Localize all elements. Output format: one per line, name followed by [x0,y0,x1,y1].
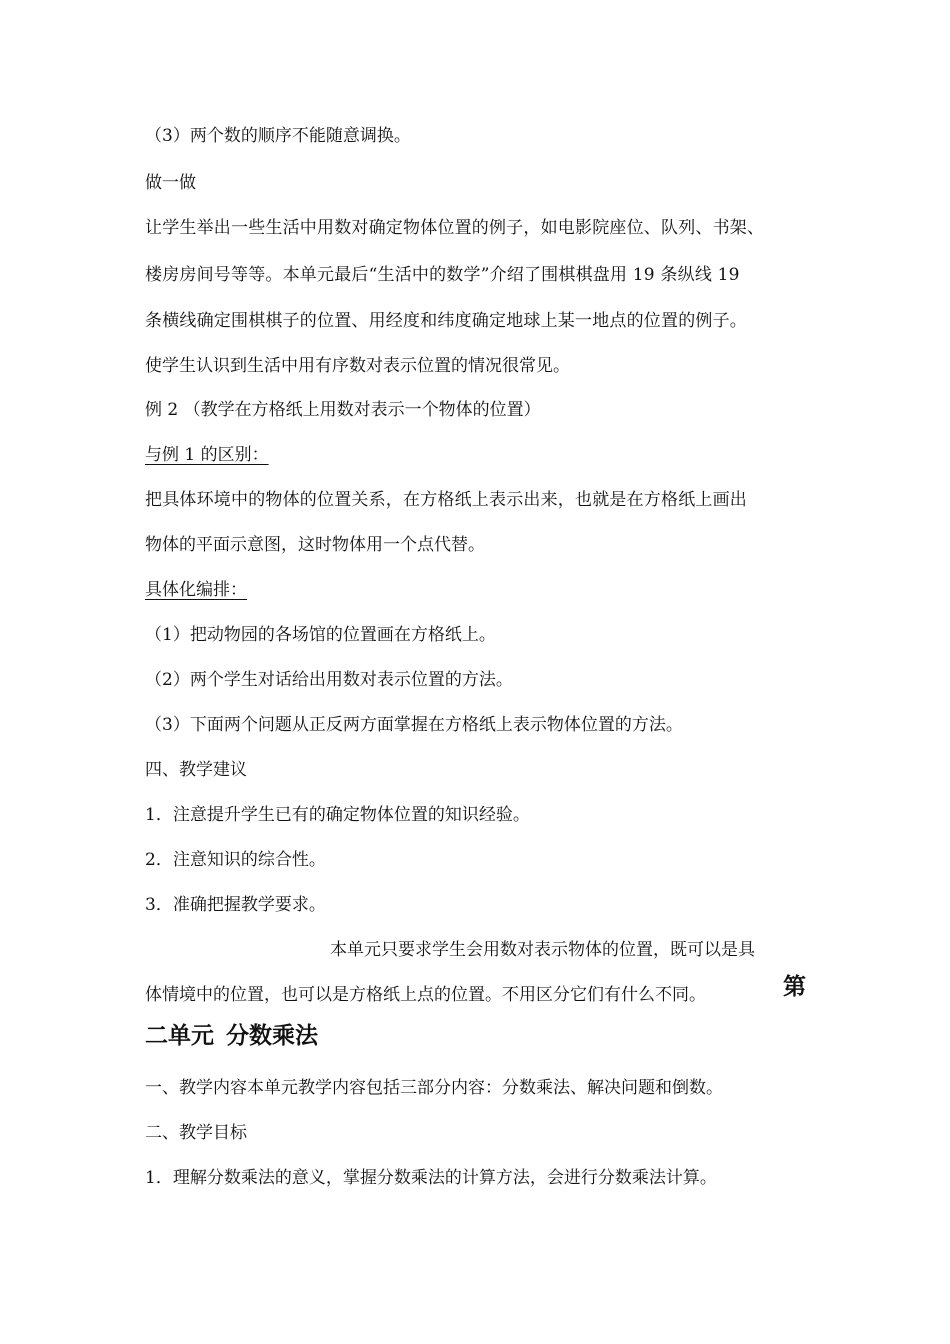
list-item: 2．注意知识的综合性。 [145,850,326,870]
list-item: （3）下面两个问题从正反两方面掌握在方格纸上表示物体位置的方法。 [145,715,683,735]
list-item: 1．理解分数乘法的意义，掌握分数乘法的计算方法，会进行分数乘法计算。 [145,1168,717,1188]
unit-heading [145,1022,318,1050]
paragraph-line: 使学生认识到生活中用有序数对表示位置的情况很常见。 [145,356,570,376]
underlined-label-wrap [145,579,810,601]
paragraph-line: 让学生举出一些生活中用数对确定物体位置的例子，如电影院座位、队列、书架、 [145,218,765,238]
unit-heading-char: 第 [783,974,806,1000]
underlined-label-difference: 与例 1 的区别： [145,445,269,465]
list-item: （1）把动物园的各场馆的位置画在方格纸上。 [145,625,496,645]
paragraph-line: 一、教学内容本单元教学内容包括三部分内容：分数乘法、解决问题和倒数。 [145,1078,723,1098]
paragraph-line: 条横线确定围棋棋子的位置、用经度和纬度确定地球上某一地点的位置的例子。 [145,311,747,331]
section-heading: 二、教学目标 [145,1123,247,1143]
section-heading: 四、教学建议 [145,760,247,780]
paragraph-line: 楼房房间号等等。本单元最后“生活中的数学”介绍了围棋棋盘用 19 条纵线 19 [145,265,740,285]
underlined-label-arrangement: 具体化编排： [145,580,247,600]
list-item-3-order: （3）两个数的顺序不能随意调换。 [145,126,411,146]
unit-heading-title: 分数乘法 [226,1023,318,1049]
unit-heading-number: 二单元 [145,1023,214,1049]
paragraph-line: 把具体环境中的物体的位置关系，在方格纸上表示出来，也就是在方格纸上画出 [145,490,747,510]
list-item: 3．准确把握教学要求。 [145,895,326,915]
list-item: （2）两个学生对话给出用数对表示位置的方法。 [145,670,513,690]
paragraph-line-indented: 本单元只要求学生会用数对表示物体的位置，既可以是具 [330,940,755,960]
example-heading: 例 2 （教学在方格纸上用数对表示一个物体的位置） [145,400,541,420]
paragraph-line: 物体的平面示意图，这时物体用一个点代替。 [145,535,485,555]
section-label-zuoyizuo: 做一做 [145,173,196,193]
paragraph-line: 体情境中的位置，也可以是方格纸上点的位置。不用区分它们有什么不同。 [145,985,706,1005]
underlined-label-wrap [145,444,810,466]
list-item: 1．注意提升学生已有的确定物体位置的知识经验。 [145,805,530,825]
